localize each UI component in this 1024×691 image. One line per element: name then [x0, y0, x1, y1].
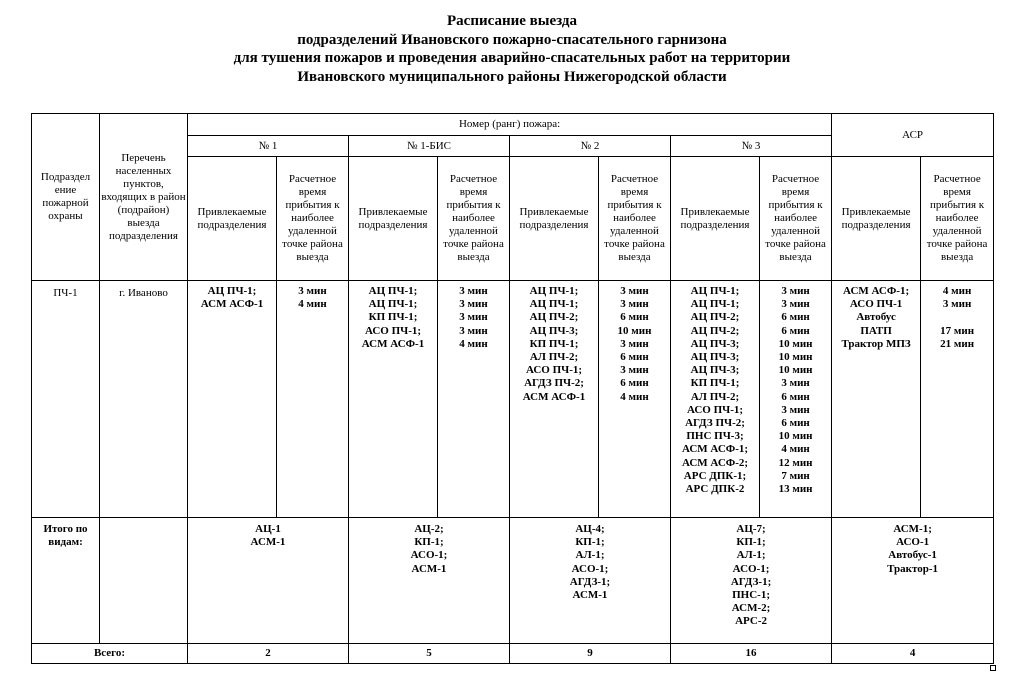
header-unit: Подраздел ение пожарной охраны	[32, 114, 100, 281]
header-rank-group: Номер (ранг) пожара:	[188, 114, 832, 136]
r1-times-list: 3 мин 4 мин	[298, 285, 327, 311]
asr-units-list: АСМ АСФ-1; АСО ПЧ-1 Автобус ПАТП Трактор МПЗ	[841, 285, 911, 350]
header-time-col-r1bis: Расчетное время прибытия к наиболее удаленной точке района выезда	[438, 157, 510, 281]
totals-label: Итого по видам:	[43, 523, 88, 549]
cell-r3-units	[671, 281, 760, 518]
grand-total-label: Всего:	[32, 644, 188, 664]
header-settlements: Перечень населенных пунктов, входящих в район (подрайон) выезда подразделения	[100, 114, 188, 281]
r1bis-units-list: АЦ ПЧ-1; АЦ ПЧ-1; КП ПЧ-1; АСО ПЧ-1; АСМ АСФ-1	[361, 285, 425, 350]
header-time-col-r1: Расчетное время прибытия к наиболее удаленной точке района выезда	[277, 157, 349, 281]
header-row-1	[32, 114, 994, 136]
header-units-col-r1: Привлекаемые подразделения	[188, 157, 277, 281]
header-asr: АСР	[832, 114, 994, 157]
grand-total-asr: 4	[832, 644, 994, 664]
header-units-col-r1bis: Привлекаемые подразделения	[349, 157, 438, 281]
totals-r3-cell	[671, 518, 832, 644]
totals-r1: АЦ-1 АСМ-1	[250, 523, 286, 549]
cell-r1-times	[277, 281, 349, 518]
grand-total-r2: 9	[510, 644, 671, 664]
r1bis-times-list: 3 мин 3 мин 3 мин 3 мин 4 мин	[459, 285, 488, 350]
dispatch-schedule-table	[31, 113, 994, 664]
cell-asr-times	[921, 281, 994, 518]
totals-r2-cell	[510, 518, 671, 644]
cell-settlement	[100, 281, 188, 518]
r1-units-list: АЦ ПЧ-1; АСМ АСФ-1	[200, 285, 264, 311]
corner-marker	[990, 665, 996, 671]
totals-r1bis-cell	[349, 518, 510, 644]
totals-r2: АЦ-4; КП-1; АЛ-1; АСО-1; АГДЗ-1; АСМ-1	[569, 523, 611, 602]
document-title	[0, 12, 1024, 86]
totals-label-cell	[32, 518, 100, 644]
cell-r1bis-units	[349, 281, 438, 518]
title-line-4: Ивановского муниципального районы Нижегородской области	[297, 68, 727, 85]
cell-r3-times	[760, 281, 832, 518]
totals-r1-cell	[188, 518, 349, 644]
header-time-col-r2: Расчетное время прибытия к наиболее удаленной точке района выезда	[599, 157, 671, 281]
grand-total-r1: 2	[188, 644, 349, 664]
cell-r1-units	[188, 281, 277, 518]
totals-asr-cell	[832, 518, 994, 644]
r3-times-list: 3 мин 3 мин 6 мин 6 мин 10 мин 10 мин 10 мин 3 мин 6 мин 3 мин 6 мин 10 мин 4 мин 12 мин 7 мин 13 мин	[778, 285, 813, 496]
header-rank-1: № 1	[188, 136, 349, 157]
asr-times-list: 4 мин 3 мин 17 мин 21 мин	[940, 285, 975, 350]
header-rank-1bis: № 1-БИС	[349, 136, 510, 157]
settlement-label: г. Иваново	[119, 287, 168, 299]
r2-units-list: АЦ ПЧ-1; АЦ ПЧ-1; АЦ ПЧ-2; АЦ ПЧ-3; КП ПЧ-1; АЛ ПЧ-2; АСО ПЧ-1; АГДЗ ПЧ-2; АСМ АСФ-1	[522, 285, 586, 403]
header-units-col-asr: Привлекаемые подразделения	[832, 157, 921, 281]
grand-total-r1bis: 5	[349, 644, 510, 664]
grand-total-row	[32, 644, 994, 664]
totals-r3: АЦ-7; КП-1; АЛ-1; АСО-1; АГДЗ-1; ПНС-1; АСМ-2; АРС-2	[730, 523, 772, 628]
totals-row	[32, 518, 994, 644]
header-time-col-asr: Расчетное время прибытия к наиболее удаленной точке района выезда	[921, 157, 994, 281]
title-line-3: для тушения пожаров и проведения аварийно-спасательных работ на территории	[233, 50, 791, 66]
cell-r1bis-times	[438, 281, 510, 518]
cell-r2-units	[510, 281, 599, 518]
totals-empty-cell	[100, 518, 188, 644]
r3-units-list: АЦ ПЧ-1; АЦ ПЧ-1; АЦ ПЧ-2; АЦ ПЧ-2; АЦ ПЧ-3; АЦ ПЧ-3; АЦ ПЧ-3; КП ПЧ-1; АЛ ПЧ-2; АСО ПЧ-1; АГДЗ ПЧ-2; ПНС ПЧ-3; АСМ АСФ-1; АСМ АСФ-2; АРС ДПК-1; АРС ДПК-2	[681, 285, 749, 496]
header-rank-3: № 3	[671, 136, 832, 157]
title-line-1: Расписание выезда	[447, 13, 577, 29]
r2-times-list: 3 мин 3 мин 6 мин 10 мин 3 мин 6 мин 3 мин 6 мин 4 мин	[617, 285, 652, 403]
cell-r2-times	[599, 281, 671, 518]
title-line-2: подразделений Ивановского пожарно-спасательного гарнизона	[297, 31, 727, 48]
totals-r1bis: АЦ-2; КП-1; АСО-1; АСМ-1	[410, 523, 448, 575]
header-units-col-r2: Привлекаемые подразделения	[510, 157, 599, 281]
cell-unit	[32, 281, 100, 518]
cell-asr-units	[832, 281, 921, 518]
header-time-col-r3: Расчетное время прибытия к наиболее удаленной точке района выезда	[760, 157, 832, 281]
data-row-pch1	[32, 281, 994, 518]
totals-asr: АСМ-1; АСО-1 Автобус-1 Трактор-1	[887, 523, 939, 575]
unit-label: ПЧ-1	[53, 287, 78, 299]
header-units-col-r3: Привлекаемые подразделения	[671, 157, 760, 281]
header-rank-2: № 2	[510, 136, 671, 157]
grand-total-r3: 16	[671, 644, 832, 664]
